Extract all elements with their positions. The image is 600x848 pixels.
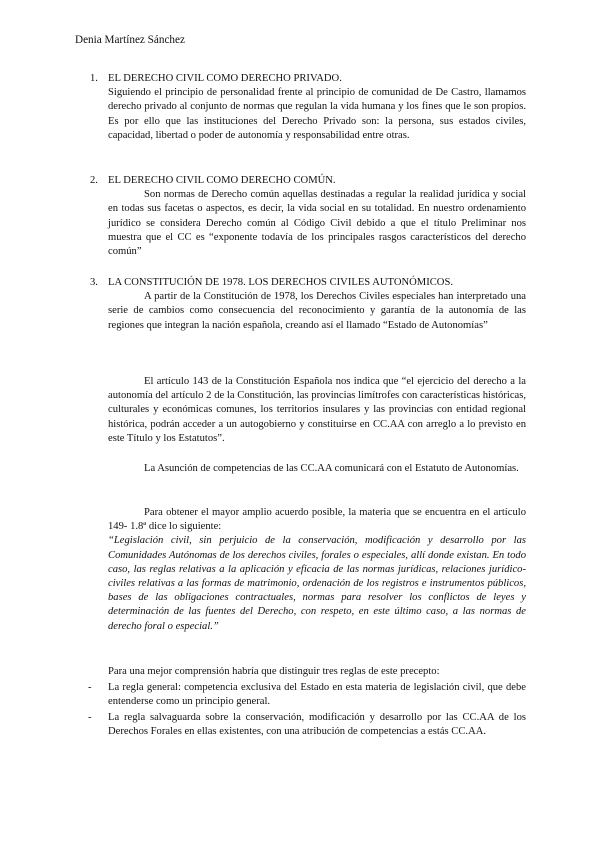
article-149-quote: “Legislación civil, sin perjuicio de la conservación, modificación y desarrollo por las Comunidades Autónomas de los derechos civiles, forales o especiales, allí donde existan. En todo caso, las reglas relativas a la aplicación y eficacia de las normas jurídicas, relaciones jurídico-civiles relativas a las formas de matrimonio, ordenación de los registros e instrumentos públicos, bases de las obligaciones contractuales, normas para resolver los conflictos de leyes y determinación de las fuentes del Derecho, con respeto, en este último caso, a las normas de derecho foral o especial.” [108,535,526,632]
rules-intro: Para una mejor comprensión habría que distinguir tres reglas de este precepto: [108,666,440,677]
section-title-1: EL DERECHO CIVIL COMO DERECHO PRIVADO. [108,73,342,84]
article-149-block [108,506,526,634]
asuncion-block [108,462,526,476]
bullet-text-1: La regla general: competencia exclusiva del Estado en esta materia de legislación civil, que debe entenderse como un principio general. [108,682,526,708]
asuncion-paragraph: La Asunción de competencias de las CC.AA comunicará con el Estatuto de Autonomías. [144,463,519,474]
section-title-3: LA CONSTITUCIÓN DE 1978. LOS DERECHOS CIVILES AUTONÓMICOS. [108,277,453,288]
section-number-2: 2. [90,175,98,186]
article-143-paragraph: El artículo 143 de la Constitución Española nos indica que “el ejercicio del derecho a la autonomía del artículo 2 de la Constitución, las provincias limítrofes con características históricas, culturales y económicas comunes, los territorios insulares y las provincias con entidad regional histórica, podrán acceder a un autogobierno y constituirse en CC.AA con arreglo a lo previsto en este Título y los Estatutos”. [108,376,526,444]
section-number-3: 3. [90,277,98,288]
bullet-item-1 [108,681,526,709]
bullet-text-2: La regla salvaguarda sobre la conservación, modificación y desarrollo por las CC.AA de los Derechos Forales en ellas existentes, con una atribución de competencias a estás CC.AA. [108,712,526,738]
section-body-1: Siguiendo el principio de personalidad frente al principio de comunidad de De Castro, llamamos derecho privado al conjunto de normas que regulan la vida humana y los fines que le son propios. Es por ello que las instituciones del Derecho Privado son: la persona, sus estados civiles, capacidad, libertad o poder de autonomía y responsabilidad entre otras. [108,87,526,141]
section-body-3: A partir de la Constitución de 1978, los Derechos Civiles especiales han interpretado una serie de cambios como consecuencia del reconocimiento y garantía de la autonomía de las regiones que integran la nación española, creando así el llamado “Estado de Autonomías” [108,291,526,331]
bullet-item-2 [108,711,526,739]
bullet-marker-1: - [88,682,92,693]
section-title-2: EL DERECHO CIVIL COMO DERECHO COMÚN. [108,175,336,186]
article-149-intro: Para obtener el mayor amplio acuerdo posible, la materia que se encuentra en el artículo 149- 1.8ª dice lo siguiente: [108,507,526,533]
section-2 [108,174,526,259]
rules-intro-block [108,665,526,679]
bullet-marker-2: - [88,712,92,723]
article-143-block [108,375,526,446]
section-body-2: Son normas de Derecho común aquellas destinadas a regular la realidad jurídica y social en todas sus facetas o aspectos, es decir, la vida social en su totalidad. En nuestro ordenamiento jurídico se considera Derecho común al Código Civil debido a que el título Preliminar nos muestra que el CC es “exponente todavía de los principales rasgos característicos del derecho común” [108,189,526,258]
author-name: Denia Martínez Sánchez [75,34,185,46]
section-1 [108,72,526,143]
section-number-1: 1. [90,73,98,84]
section-3 [108,276,526,333]
